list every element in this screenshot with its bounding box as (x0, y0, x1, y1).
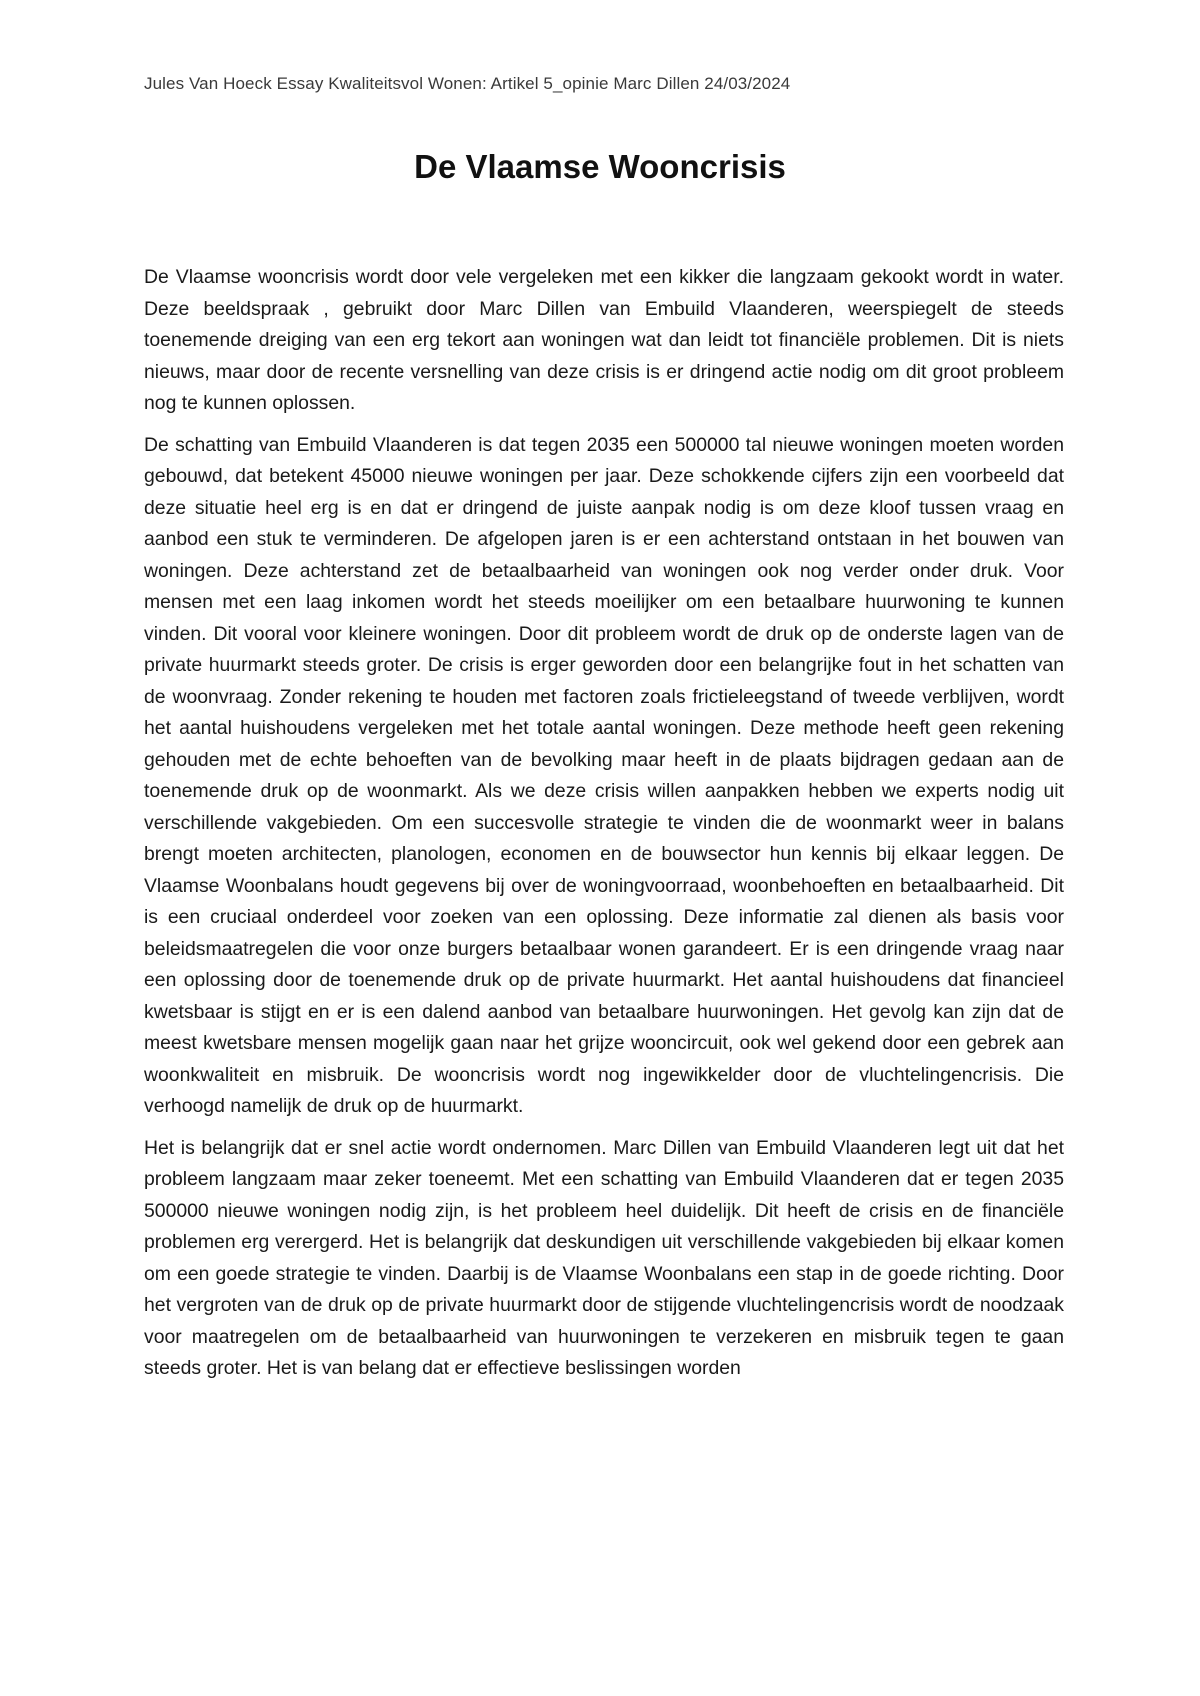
page-header: Jules Van Hoeck Essay Kwaliteitsvol Wonen: Artikel 5_opinie Marc Dillen 24/03/2024 (144, 74, 791, 93)
document-title: De Vlaamse Wooncrisis (414, 148, 786, 185)
paragraph-1: De Vlaamse wooncrisis wordt door vele vergeleken met een kikker die langzaam gekookt wordt in water. Deze beeldspraak , gebruikt door Marc Dillen van Embuild Vlaanderen, weerspiegelt de steeds toenemende dreiging van een erg tekort aan woningen wat dan leidt tot financiële problemen. Dit is niets nieuws, maar door de recente versnelling van deze crisis is er dringend actie nodig om dit groot probleem nog te kunnen oplossen. (144, 266, 1064, 414)
document-body (144, 262, 1064, 1395)
paragraph-2: De schatting van Embuild Vlaanderen is dat tegen 2035 een 500000 tal nieuwe woningen moeten worden gebouwd, dat betekent 45000 nieuwe woningen per jaar. Deze schokkende cijfers zijn een voorbeeld dat deze situatie heel erg is en dat er dringend de juiste aanpak nodig is om deze kloof tussen vraag en aanbod een stuk te verminderen. De afgelopen jaren is er een achterstand ontstaan in het bouwen van woningen. Deze achterstand zet de betaalbaarheid van woningen ook nog verder onder druk. Voor mensen met een laag inkomen wordt het steeds moeilijker om een betaalbare huurwoning te kunnen vinden. Dit vooral voor kleinere woningen. Door dit probleem wordt de druk op de onderste lagen van de private huurmarkt steeds groter. De crisis is erger geworden door een belangrijke fout in het schatten van de woonvraag. Zonder rekening te houden met factoren zoals frictieleegstand of tweede verblijven, wordt het aantal huishoudens vergeleken met het totale aantal woningen. Deze methode heeft geen rekening gehouden met de echte behoeften van de bevolking maar heeft in de plaats bijdragen gedaan aan de toenemende druk op de woonmarkt. Als we deze crisis willen aanpakken hebben we experts nodig uit verschillende vakgebieden. Om een succesvolle strategie te vinden die de woonmarkt weer in balans brengt moeten architecten, planologen, economen en de bouwsector hun kennis bij elkaar leggen. De Vlaamse Woonbalans houdt gegevens bij over de woningvoorraad, woonbehoeften en betaalbaarheid. Dit is een cruciaal onderdeel voor zoeken van een oplossing. Deze informatie zal dienen als basis voor beleidsmaatregelen die voor onze burgers betaalbaar wonen garandeert. Er is een dringende vraag naar een oplossing door de toenemende druk op de private huurmarkt. Het aantal huishoudens dat financieel kwetsbaar is stijgt en er is een dalend aanbod van betaalbare huurwoningen. Het gevolg kan zijn dat de meest kwetsbare mensen mogelijk gaan naar het grijze wooncircuit, ook wel gekend door een gebrek aan woonkwaliteit en misbruik. De wooncrisis wordt nog ingewikkelder door de vluchtelingencrisis. Die verhoogd namelijk de druk op de huurmarkt. (144, 433, 1064, 1117)
paragraph-3: Het is belangrijk dat er snel actie wordt ondernomen. Marc Dillen van Embuild Vlaanderen legt uit dat het probleem langzaam maar zeker toeneemt. Met een schatting van Embuild Vlaanderen dat er tegen 2035 500000 nieuwe woningen nodig zijn, is het probleem heel duidelijk. Dit heeft de crisis en de financiële problemen erg verergerd. Het is belangrijk dat deskundigen uit verschillende vakgebieden bij elkaar komen om een goede strategie te vinden. Daarbij is de Vlaamse Woonbalans een stap in de goede richting. Door het vergroten van de druk op de private huurmarkt door de stijgende vluchtelingencrisis wordt de noodzaak voor maatregelen om de betaalbaarheid van huurwoningen te verzekeren en misbruik tegen te gaan steeds groter. Het is van belang dat er effectieve beslissingen worden (144, 1136, 1064, 1379)
